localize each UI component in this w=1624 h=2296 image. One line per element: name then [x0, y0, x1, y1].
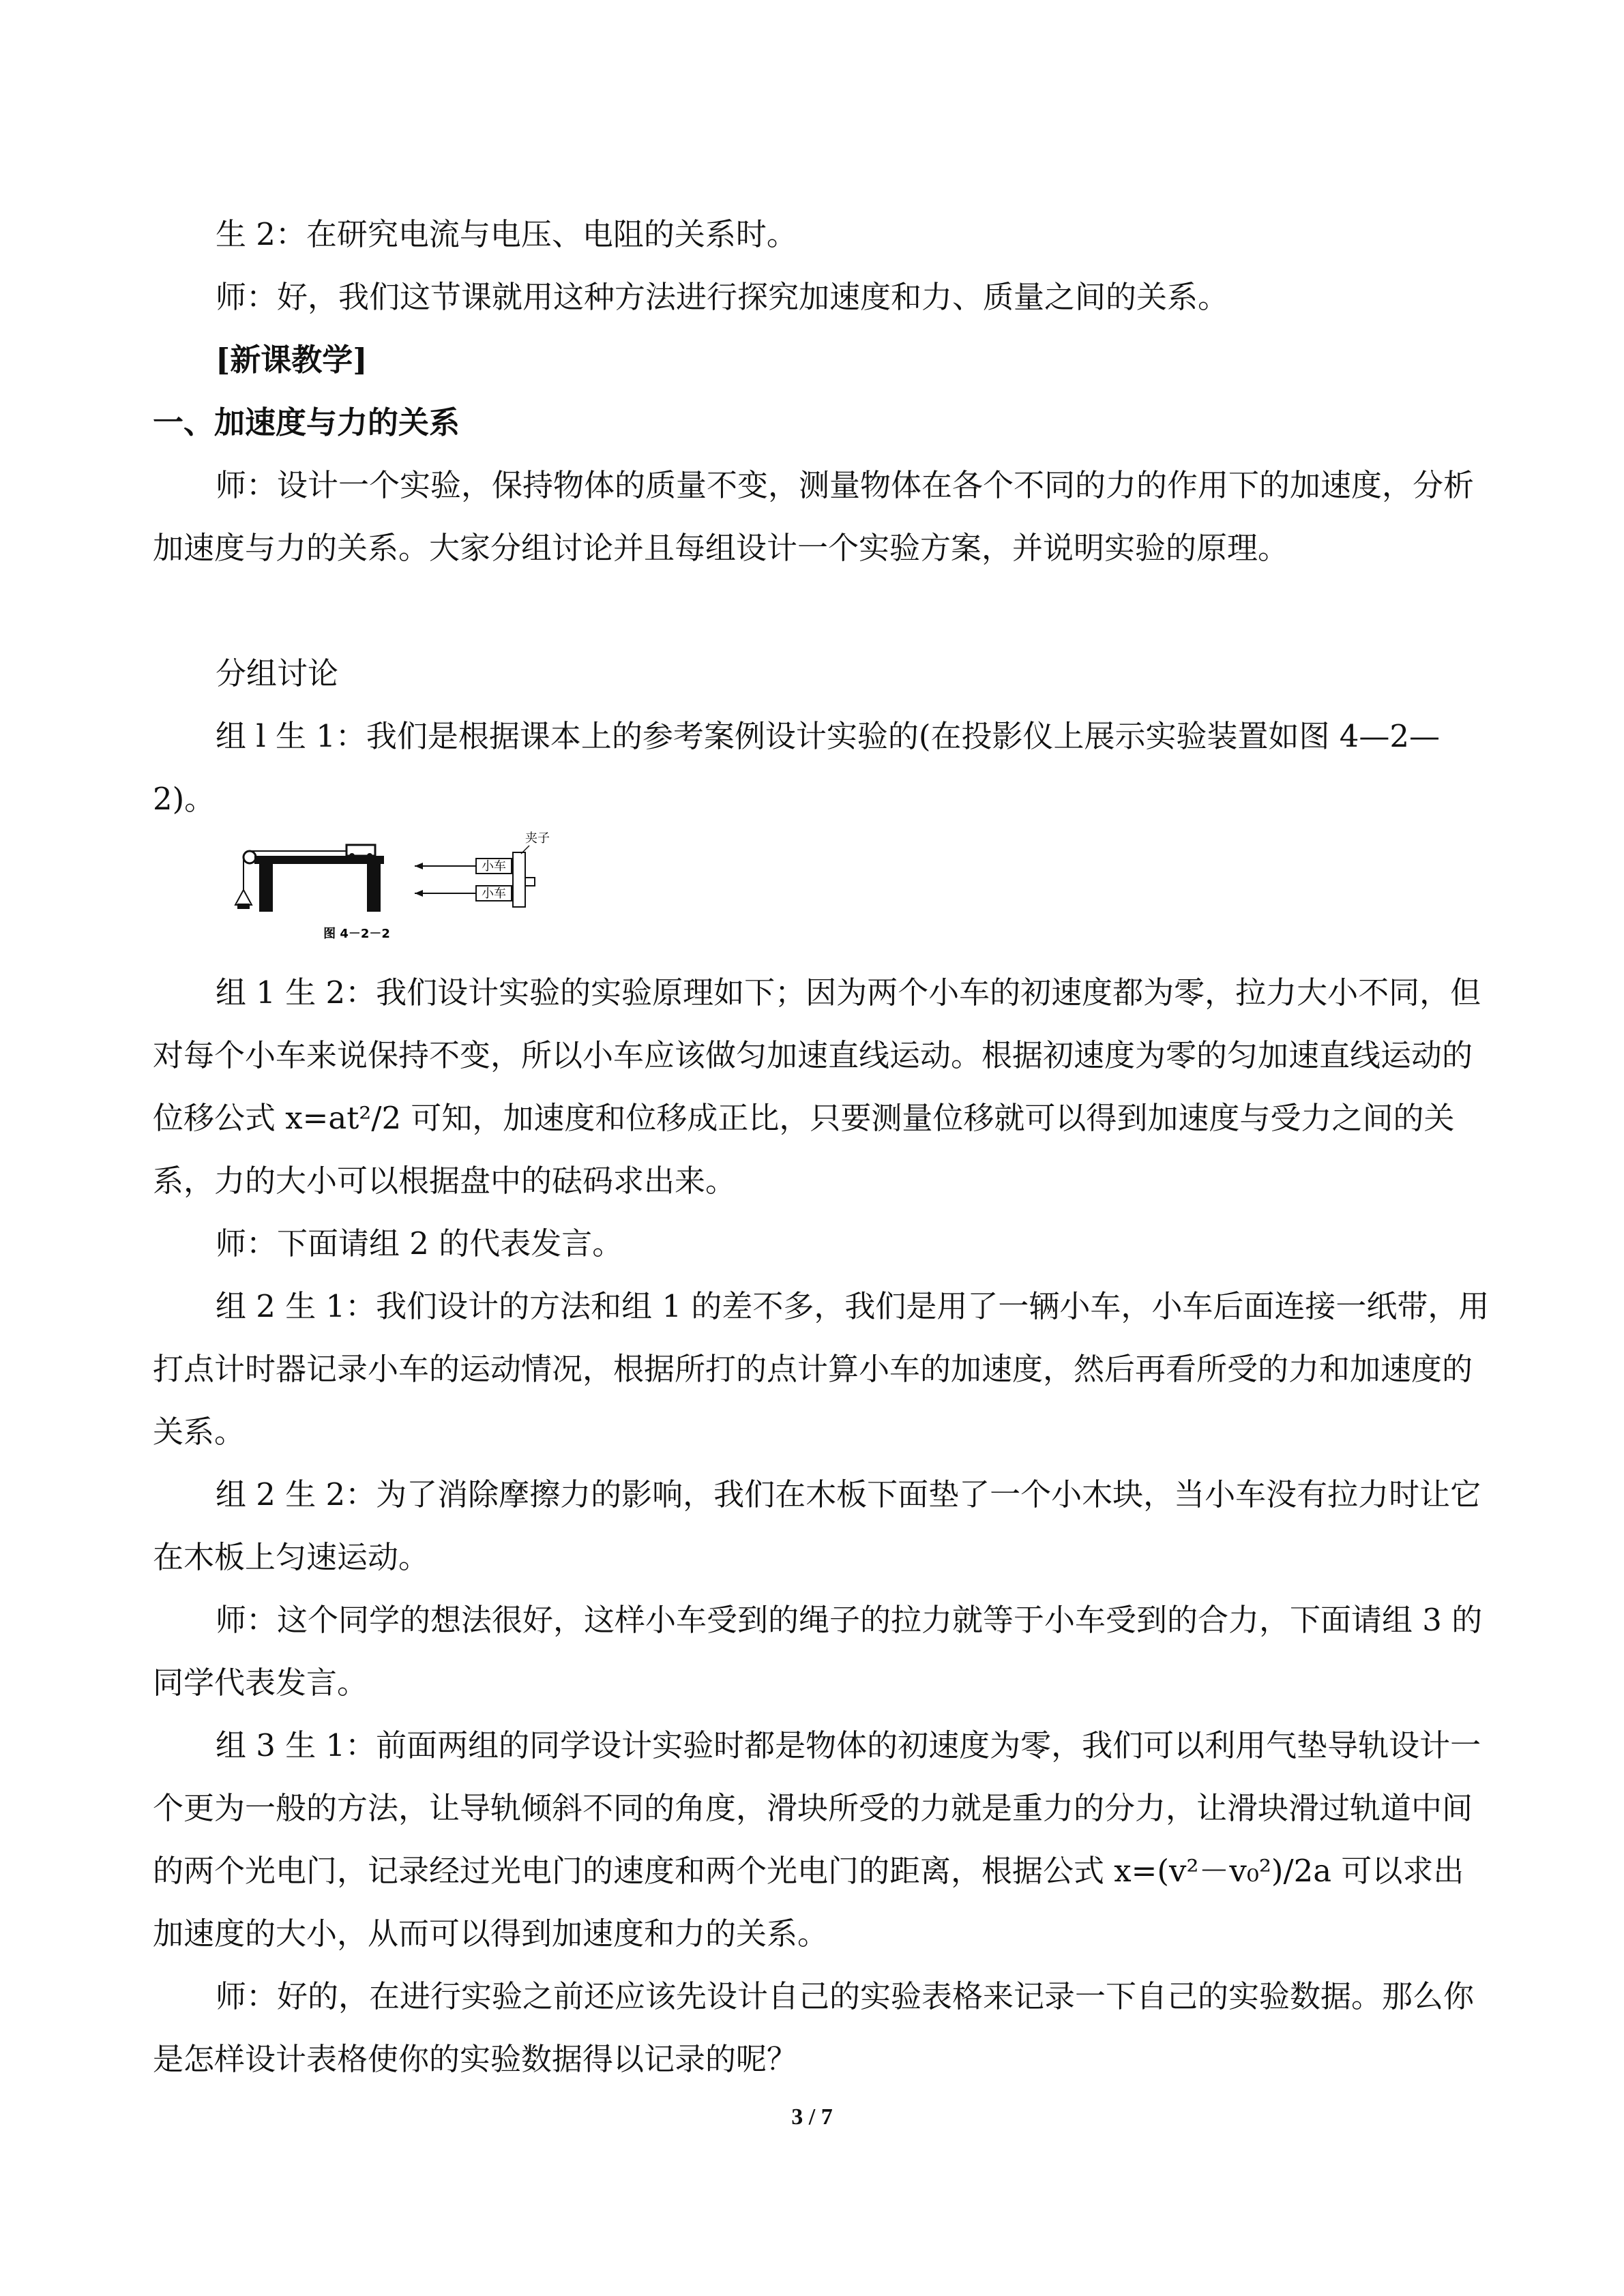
section-tag: [新课教学] — [216, 342, 368, 378]
cart-label-bottom: 小车 — [482, 886, 506, 901]
page-number: 3 / 7 — [791, 2104, 833, 2130]
paragraph-group2-student1: 组 2 生 1：我们设计的方法和组 1 的差不多，我们是用了一辆小车，小车后面连接一纸带，用打点计时器记录小车的运动情况，根据所打的点计算小车的加速度，然后再看所受的力和加速度的关系。 — [153, 1288, 1490, 1450]
paragraph-teacher-group2: 师：下面请组 2 的代表发言。 — [216, 1225, 623, 1262]
table-leg-right — [367, 864, 381, 912]
clip-handle — [525, 878, 535, 886]
clip — [513, 852, 525, 907]
figure-caption: 图 4－2－2 — [323, 927, 390, 941]
paragraph-group-discussion: 分组讨论 — [216, 655, 339, 691]
table-leg-left — [259, 864, 273, 912]
paragraph-group3-student1: 组 3 生 1：前面两组的同学设计实验时都是物体的初速度为零，我们可以利用气垫导轨设计一个更为一般的方法，让导轨倾斜不同的角度，滑块所受的力就是重力的分力，让滑块滑过轨道中间的两个光电门，记录经过光电门的速度和两个光电门的距离，根据公式 x=(v²－v₀²)/2a 可以求出加速度的大小，从而可以得到加速度和力的关系。 — [153, 1727, 1481, 1952]
paragraph-group2-student2: 组 2 生 2：为了消除摩擦力的影响，我们在木板下面垫了一个小木块，当小车没有拉力时让它在木板上匀速运动。 — [153, 1476, 1481, 1575]
cart-wheel — [349, 853, 355, 859]
cart-label-top: 小车 — [482, 859, 506, 874]
table-top — [254, 856, 384, 864]
paragraph-student2: 生 2：在研究电流与电压、电阻的关系时。 — [216, 216, 797, 252]
cart-wheel — [367, 853, 372, 859]
apparatus-diagram — [217, 822, 578, 951]
arrow-bottom — [415, 890, 423, 897]
paragraph-group1-student1: 组 l 生 1：我们是根据课本上的参考案例设计实验的(在投影仪上展示实验装置如图 4—2—2)。 — [153, 718, 1441, 817]
paragraph-teacher-table: 师：好的，在进行实验之前还应该先设计自己的实验表格来记录一下自己的实验数据。那么你是怎样设计表格使你的实验数据得以记录的呢？ — [153, 1978, 1475, 2077]
weight-pan — [235, 890, 252, 905]
weights — [237, 904, 250, 909]
paragraph-teacher-intro: 师：好，我们这节课就用这种方法进行探究加速度和力、质量之间的关系。 — [216, 279, 1229, 315]
paragraph-group1-student2: 组 1 生 2：我们设计实验的实验原理如下；因为两个小车的初速度都为零，拉力大小不同，但对每个小车来说保持不变，所以小车应该做匀加速直线运动。根据初速度为零的匀加速直线运动的位移公式 x=at²/2 可知，加速度和位移成正比，只要测量位移就可以得到加速度与受力之间的关系，力的大小可以根据盘中的砝码求出来。 — [153, 974, 1481, 1199]
arrow-top — [415, 863, 423, 869]
figure-4-2-2 — [217, 822, 578, 951]
clip-label: 夹子 — [525, 831, 550, 846]
section-heading: 一、加速度与力的关系 — [153, 404, 460, 441]
paragraph-teacher-group3: 师：这个同学的想法很好，这样小车受到的绳子的拉力就等于小车受到的合力，下面请组 3 的同学代表发言。 — [153, 1602, 1483, 1701]
pulley — [243, 851, 256, 863]
paragraph-teacher-design: 师：设计一个实验，保持物体的质量不变，测量物体在各个不同的力的作用下的加速度，分析加速度与力的关系。大家分组讨论并且每组设计一个实验方案，并说明实验的原理。 — [153, 467, 1475, 566]
